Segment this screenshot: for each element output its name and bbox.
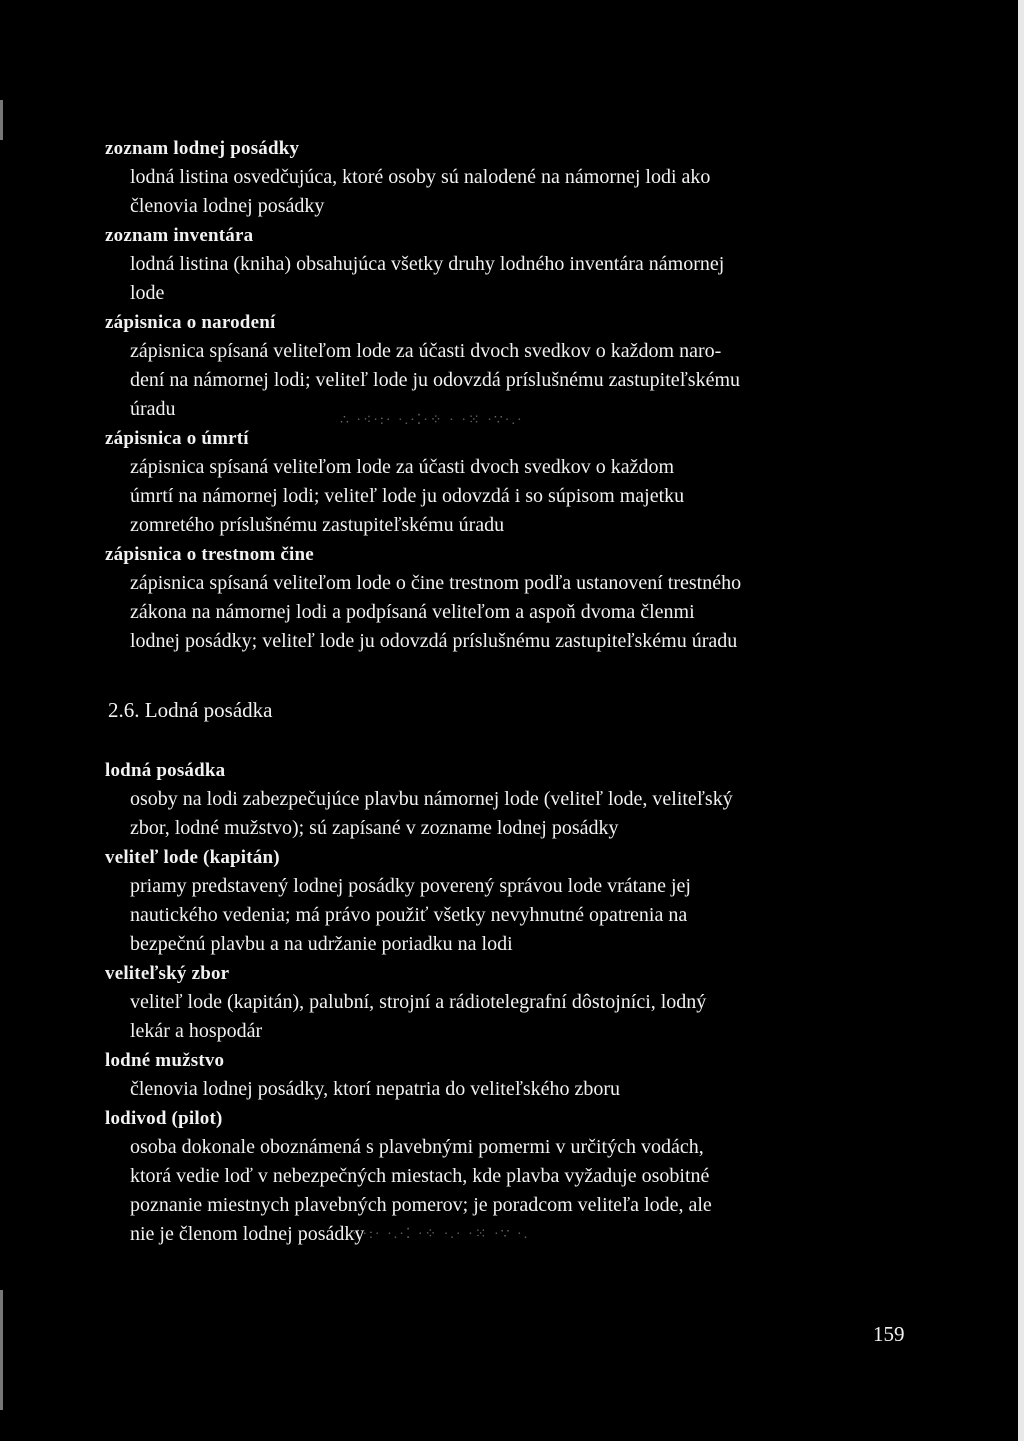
definition-line: lekár a hospodár xyxy=(130,1020,263,1042)
term-heading: zoznam lodnej posádky xyxy=(105,138,300,159)
page-number: 159 xyxy=(873,1322,905,1346)
definition-line: nautického vedenia; má právo použiť všetky nevyhnutné opatrenia na xyxy=(130,904,688,926)
section-1-entries xyxy=(105,134,895,656)
definition-line: lodná listina osvedčujúca, ktoré osoby sú nalodené na námornej lodi ako xyxy=(130,166,711,188)
definition-line: lodná listina (kniha) obsahujúca všetky druhy lodného inventára námornej xyxy=(130,253,725,275)
definition-line: nie je členom lodnej posádky xyxy=(130,1223,365,1245)
definition-line: ktorá vedie loď v nebezpečných miestach, kde plavba vyžaduje osobitné xyxy=(130,1165,710,1187)
definition-line: lode xyxy=(130,282,165,304)
definition-line: členovia lodnej posádky, ktorí nepatria do veliteľského zboru xyxy=(130,1078,621,1100)
term-heading: lodivod (pilot) xyxy=(105,1108,223,1129)
section-heading: 2.6. Lodná posádka xyxy=(108,698,273,722)
definition-line: osoba dokonale oboznámená s plavebnými pomermi v určitých vodách, xyxy=(130,1136,704,1158)
definition-line: osoby na lodi zabezpečujúce plavbu námornej lode (veliteľ lode, veliteľský xyxy=(130,788,733,810)
term-heading: zoznam inventára xyxy=(105,225,254,246)
term-heading: lodná posádka xyxy=(105,760,226,781)
definition-line: úradu xyxy=(130,398,176,420)
term-heading: veliteľ lode (kapitán) xyxy=(105,847,280,868)
term-heading: zápisnica o trestnom čine xyxy=(105,544,314,565)
definition-line: zápisnica spísaná veliteľom lode za účasti dvoch svedkov o každom naro- xyxy=(130,340,722,362)
definition-line: poznanie miestnych plavebných pomerov; je poradcom veliteľa lode, ale xyxy=(130,1194,712,1216)
term-heading: veliteľský zbor xyxy=(105,963,230,984)
section-2-entries xyxy=(105,756,895,1249)
scan-mark xyxy=(0,1290,3,1410)
definition-line: zápisnica spísaná veliteľom lode za účasti dvoch svedkov o každom xyxy=(130,456,675,478)
term-heading: zápisnica o narodení xyxy=(105,312,276,333)
term-heading: lodné mužstvo xyxy=(105,1050,225,1071)
page-edge xyxy=(1018,0,1024,1441)
definition-line: zápisnica spísaná veliteľom lode o čine trestnom podľa ustanovení trestného xyxy=(130,572,742,594)
definition-line: veliteľ lode (kapitán), palubní, strojní a rádiotelegrafní dôstojníci, lodný xyxy=(130,991,707,1013)
definition-line: priamy predstavený lodnej posádky poverený správou lode vrátane jej xyxy=(130,875,691,897)
definition-line: členovia lodnej posádky xyxy=(130,195,325,217)
bleed-through-text: · ⁖·:· ·.·⁚ ·⁘ ·.· ·⁙ ·∵ ·. xyxy=(340,1227,530,1242)
term-heading: zápisnica o úmrtí xyxy=(105,428,249,449)
definition-line: zákona na námornej lodi a podpísaná veliteľom a aspoň dvoma členmi xyxy=(130,601,695,623)
definition-line: dení na námornej lodi; veliteľ lode ju odovzdá príslušnému zastupiteľskému xyxy=(130,369,740,391)
definition-line: zomretého príslušnému zastupiteľskému úradu xyxy=(130,514,505,536)
scan-mark xyxy=(0,100,3,140)
definition-line: úmrtí na námornej lodi; veliteľ lode ju odovzdá i so súpisom majetku xyxy=(130,485,685,507)
bleed-through-text: ∴ ·⁖·:· ·.·⁚·⁘ · ·⁙ ·∵·.· xyxy=(340,413,524,428)
definition-line: lodnej posádky; veliteľ lode ju odovzdá príslušnému zastupiteľskému úradu xyxy=(130,630,738,652)
definition-line: bezpečnú plavbu a na udržanie poriadku na lodi xyxy=(130,933,513,955)
definition-line: zbor, lodné mužstvo); sú zapísané v zozname lodnej posádky xyxy=(130,817,619,839)
